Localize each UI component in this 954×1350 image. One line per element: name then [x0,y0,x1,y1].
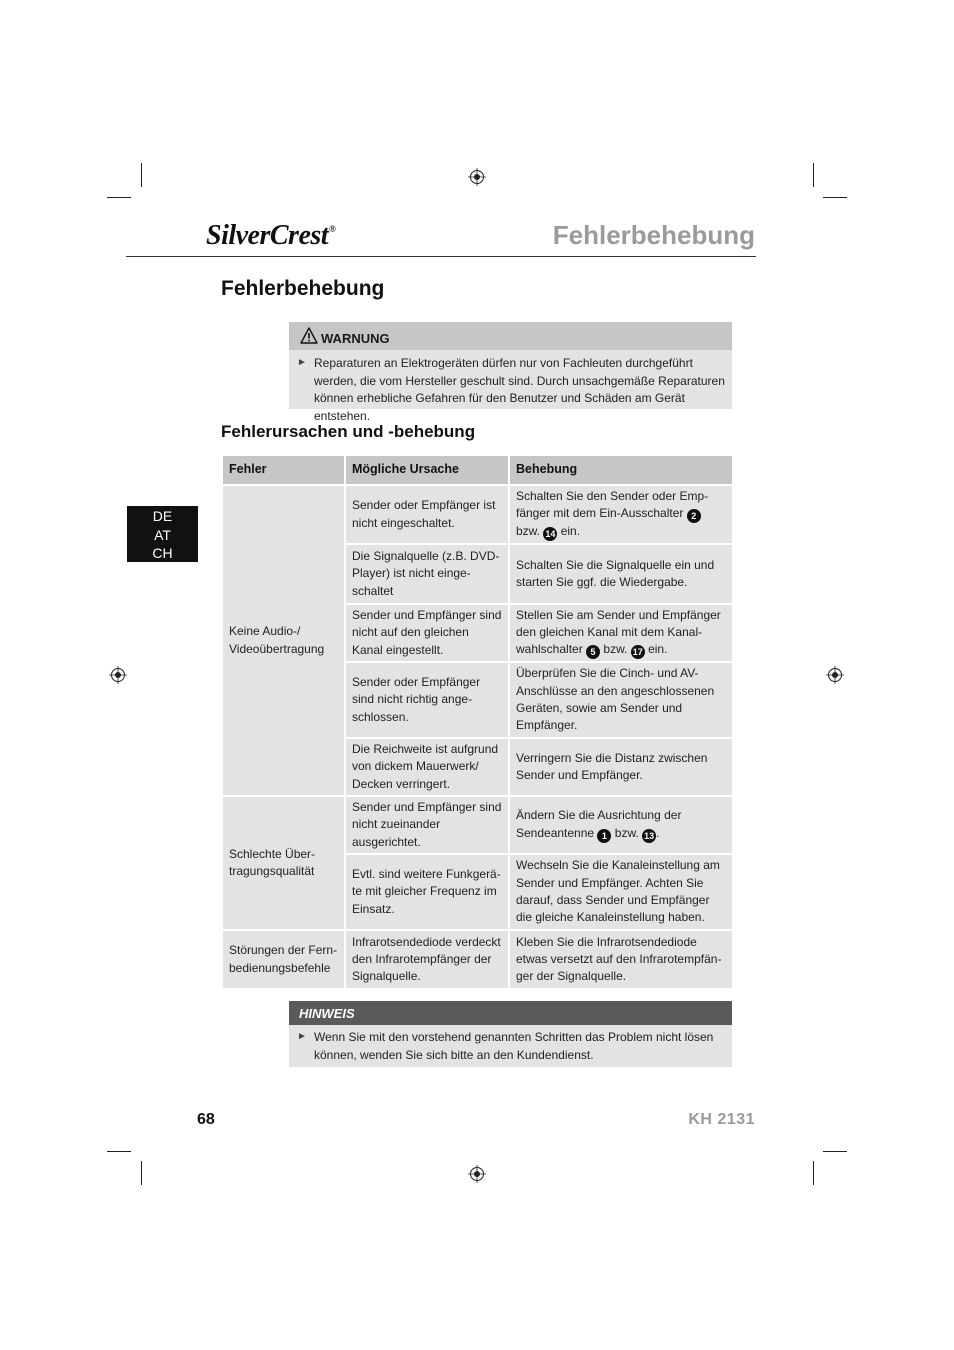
fix-cell [509,485,733,544]
item-number: 17 [632,647,643,658]
cause-cell: Infrarotsendediode verdeckt den Infrarotempfänger der Signalquelle. [345,930,509,989]
warning-text: Reparaturen an Elektrogeräten dürfen nur von Fachleuten durchgeführt werden, die vom Hersteller geschult sind. Durch unsachgemäße Reparaturen können erhebliche Gefahren für den Benutzer und Schäden am Gerät entstehen. [314,356,725,423]
fix-cell [509,604,733,662]
crop-mark [823,197,847,198]
crop-mark [107,1151,131,1152]
table-row [222,485,733,544]
fix-text: Schalten Sie den Sender oder Empfänger mit dem Ein-Ausschalter [516,488,709,521]
item-number: 14 [545,529,556,540]
cause-cell: Die Signalquelle (z.B. DVD-Player) ist nicht eingeschaltet [345,544,509,604]
cause-cell: Sender oder Empfänger sind nicht richtig angeschlossen. [345,662,509,738]
column-header: Fehler [222,455,345,485]
registered-mark: ® [329,224,336,234]
fix-text: bzw. [603,642,628,657]
fix-cell: Schalten Sie die Signalquelle ein und starten Sie ggf. die Wiedergabe. [509,544,733,604]
warning-box [289,322,732,423]
bullet-arrow-icon: ► [297,357,307,368]
crop-mark [823,1151,847,1152]
warning-header [289,322,732,350]
header-divider [126,256,756,257]
hint-header [289,1001,732,1025]
table-row [222,796,733,854]
cause-cell: Die Reichweite ist aufgrund von dickem Mauerwerk/ Decken verringert. [345,738,509,796]
crop-mark [107,197,131,198]
hint-text: Wenn Sie mit den vorstehend genannten Schritten das Problem nicht lösen können, wenden Sie sich bitte an den Kundendienst. [314,1030,714,1062]
bullet-arrow-icon: ► [297,1031,307,1042]
fix-text: bzw. [614,825,639,840]
crop-mark [813,163,814,187]
warning-label: WARNUNG [321,331,390,346]
crop-mark [813,1161,814,1185]
item-number: 1 [597,829,611,843]
fix-cell: Kleben Sie die Infrarotsendediode etwas versetzt auf den Infrarotempfänger der Signalquelle. [509,930,733,989]
fix-text: bzw. [516,524,541,539]
fix-cell [509,796,733,854]
cause-cell: Evtl. sind weitere Funkgeräte mit gleicher Frequenz im Einsatz. [345,854,509,930]
fix-text: . [656,825,660,840]
language-code: CH [152,545,173,561]
cause-cell: Sender oder Empfänger ist nicht eingeschaltet. [345,485,509,544]
cause-cell: Sender und Empfänger sind nicht zueinander ausgerichtet. [345,796,509,854]
fault-cell: Störungen der Fernbedienungsbefehle [222,930,345,989]
warning-triangle-icon [300,327,318,344]
registration-mark-icon [468,168,486,186]
crop-mark [141,163,142,187]
brand-name: SilverCrest [206,220,329,251]
hint-label: HINWEIS [299,1006,355,1021]
table-header-row [222,455,733,485]
language-code: AT [154,526,171,543]
fix-cell: Überprüfen Sie die Cinch- und AV-Anschlüsse an den angeschlossenen Geräten, sowie am Sender und Empfänger. [509,662,733,738]
registration-mark-icon [826,666,844,684]
fix-text: ein. [648,642,668,657]
section-title: Fehlerbehebung [221,277,385,300]
registration-mark-icon [468,1165,486,1183]
item-number: 5 [586,645,600,659]
subsection-title: Fehlerursachen und -behebung [221,422,476,441]
item-number: 13 [644,830,655,841]
page-number: 68 [197,1111,215,1128]
header-title: Fehlerbehebung [552,220,755,250]
model-number: KH 2131 [688,1111,755,1128]
fix-cell: Wechseln Sie die Kanaleinstellung am Sender und Empfänger. Achten Sie darauf, dass Sender und Empfänger die gleiche Kanaleinstellung haben. [509,854,733,930]
column-header: Mögliche Ursache [345,455,509,485]
fix-text: Stellen Sie am Sender und Empfänger den gleichen Kanal mit dem Kanalwahlschalter [516,607,721,657]
fix-cell: Verringern Sie die Distanz zwischen Sender und Empfänger. [509,738,733,796]
hint-box [289,1001,732,1067]
registration-mark-icon [109,666,127,684]
fix-text: Ändern Sie die Ausrichtung der Sendeantenne [516,808,682,840]
language-code: DE [152,508,173,524]
cause-cell: Sender und Empfänger sind nicht auf den gleichen Kanal eingestellt. [345,604,509,662]
language-tab [127,506,198,562]
fault-cell: Schlechte Übertragungsqualität [222,796,345,930]
fault-cell: Keine Audio-/ Videoübertragung [222,485,345,796]
troubleshooting-table [221,454,734,990]
fix-text: ein. [560,524,581,539]
column-header: Behebung [509,455,733,485]
table-row [222,930,733,989]
item-number: 2 [687,509,701,523]
brand-logo [206,220,335,252]
crop-mark [141,1161,142,1185]
